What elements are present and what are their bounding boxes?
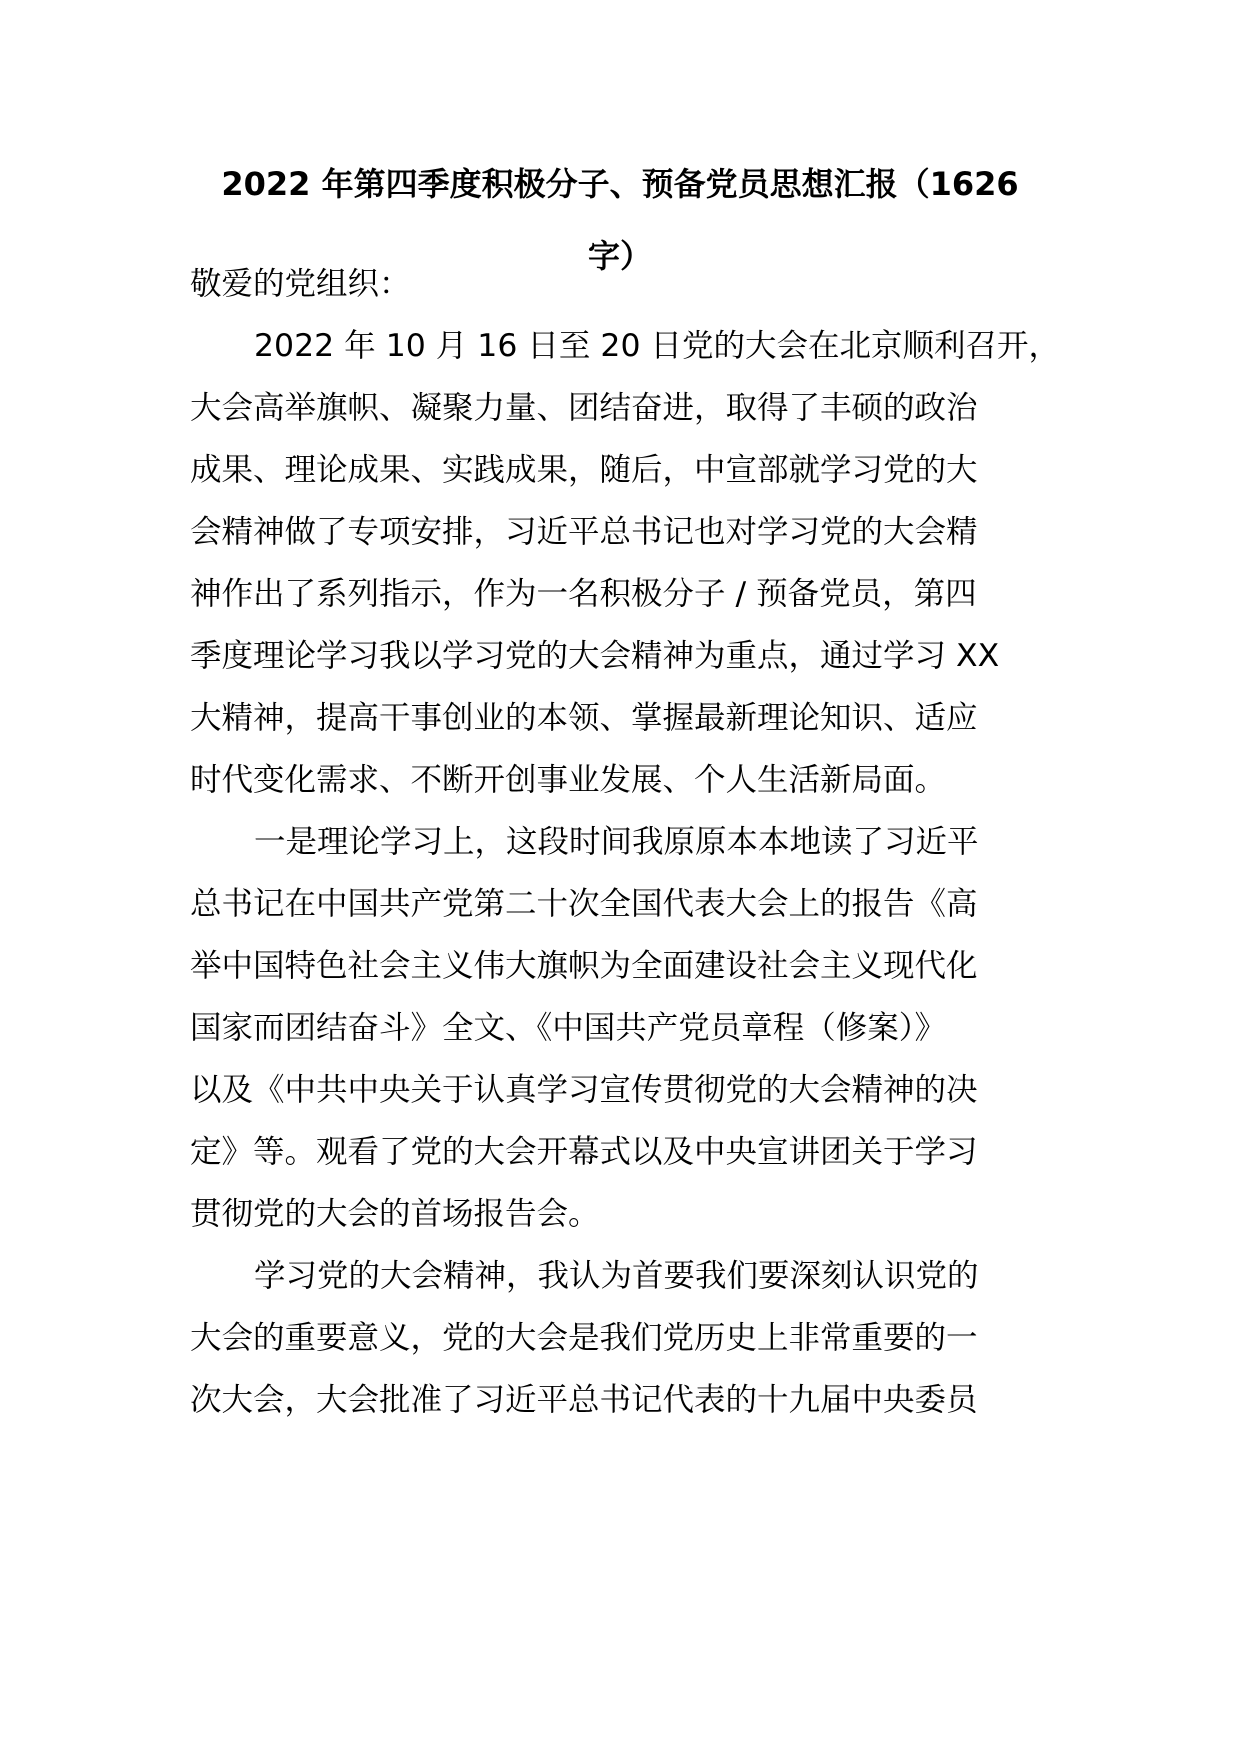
- paragraph-2-line: 贯彻党的大会的首场报告会。: [190, 1196, 600, 1232]
- salutation: 敬爱的党组织：: [190, 266, 411, 302]
- paragraph-1-line: 神作出了系列指示，作为一名积极分子 / 预备党员，第四: [190, 576, 977, 612]
- paragraph-1-line: 大会高举旗帜、凝聚力量、团结奋进，取得了丰硕的政治: [190, 390, 978, 426]
- paragraph-2-line: 定》等。观看了党的大会开幕式以及中央宣讲团关于学习: [190, 1134, 978, 1170]
- paragraph-3-line: 次大会，大会批准了习近平总书记代表的十九届中央委员: [190, 1382, 978, 1418]
- paragraph-1-line: 成果、理论成果、实践成果，随后，中宣部就学习党的大: [190, 452, 978, 488]
- paragraph-1-line: 会精神做了专项安排，习近平总书记也对学习党的大会精: [190, 514, 978, 550]
- paragraph-2-line: 总书记在中国共产党第二十次全国代表大会上的报告《高: [190, 886, 978, 922]
- paragraph-1-line: 时代变化需求、不断开创事业发展、个人生活新局面。: [190, 762, 947, 798]
- paragraph-1-line: 季度理论学习我以学习党的大会精神为重点，通过学习 XX: [190, 638, 1000, 674]
- paragraph-2-line: 国家而团结奋斗》全文、《中国共产党员章程（修案）》: [190, 1010, 947, 1046]
- paragraph-1-line: 2022 年 10 月 16 日至 20 日党的大会在北京顺利召开，: [254, 328, 1061, 364]
- title-line: 2022 年第四季度积极分子、预备党员思想汇报（1626: [221, 165, 1019, 203]
- title-line: 字）: [587, 237, 652, 275]
- paragraph-2-line: 举中国特色社会主义伟大旗帜为全面建设社会主义现代化: [190, 948, 978, 984]
- paragraph-2-line: 以及《中共中央关于认真学习宣传贯彻党的大会精神的决: [190, 1072, 978, 1108]
- paragraph-1-line: 大精神，提高干事创业的本领、掌握最新理论知识、适应: [190, 700, 978, 736]
- paragraph-3-line: 大会的重要意义，党的大会是我们党历史上非常重要的一: [190, 1320, 978, 1356]
- paragraph-3-line: 学习党的大会精神，我认为首要我们要深刻认识党的: [254, 1258, 979, 1294]
- paragraph-2-line: 一是理论学习上，这段时间我原原本本地读了习近平: [254, 824, 979, 860]
